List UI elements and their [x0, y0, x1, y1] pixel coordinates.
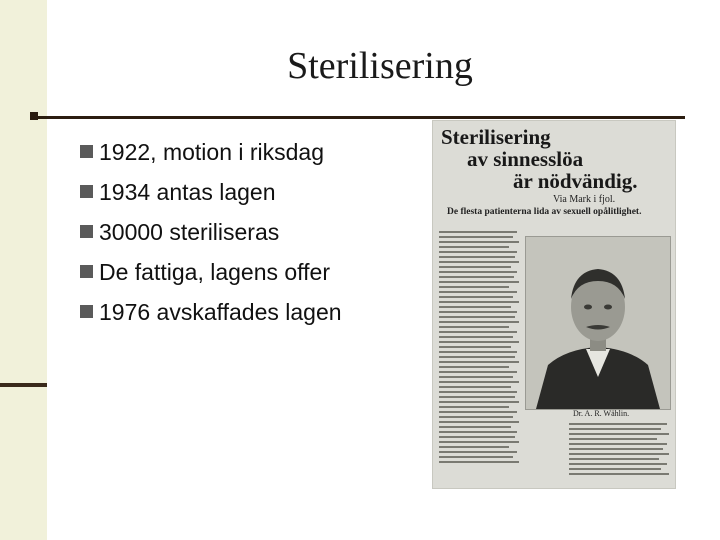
title-divider	[30, 116, 685, 119]
square-bullet-icon	[80, 305, 93, 318]
bullet-item	[80, 212, 342, 252]
portrait-illustration	[526, 237, 670, 409]
clipping-headline-1: Sterilisering	[441, 125, 551, 149]
sidebar-accent-line	[0, 383, 47, 387]
bullet-text: 30000 steriliseras	[99, 218, 280, 245]
square-bullet-icon	[80, 265, 93, 278]
bullet-item	[80, 172, 342, 212]
portrait-photo	[525, 236, 671, 410]
clipping-subhead: Via Mark i fjol.	[553, 194, 616, 205]
slide-title: Sterilisering	[287, 45, 473, 87]
title-divider-cap	[30, 112, 38, 120]
bullet-item	[80, 132, 342, 172]
bullet-text: De fattiga, lagens offer	[99, 258, 330, 285]
bullet-text: 1922, motion i riksdag	[99, 138, 325, 165]
newspaper-clipping	[432, 120, 676, 489]
clipping-column-text-2	[569, 423, 669, 483]
clipping-lead: De flesta patienterna lida av sexuell opålitlighet.	[447, 207, 642, 217]
bullet-text: 1976 avskaffades lagen	[99, 298, 342, 325]
bullet-list	[80, 132, 342, 332]
square-bullet-icon	[80, 225, 93, 238]
bullet-text: 1934 antas lagen	[99, 178, 276, 205]
bullet-item	[80, 292, 342, 332]
bullet-item	[80, 252, 342, 292]
clipping-headline-2: av sinnesslöa	[467, 147, 584, 171]
square-bullet-icon	[80, 185, 93, 198]
clipping-column-text	[439, 231, 519, 481]
square-bullet-icon	[80, 145, 93, 158]
clipping-headline-3: är nödvändig.	[513, 169, 638, 193]
photo-caption: Dr. A. R. Wählin.	[573, 409, 630, 418]
